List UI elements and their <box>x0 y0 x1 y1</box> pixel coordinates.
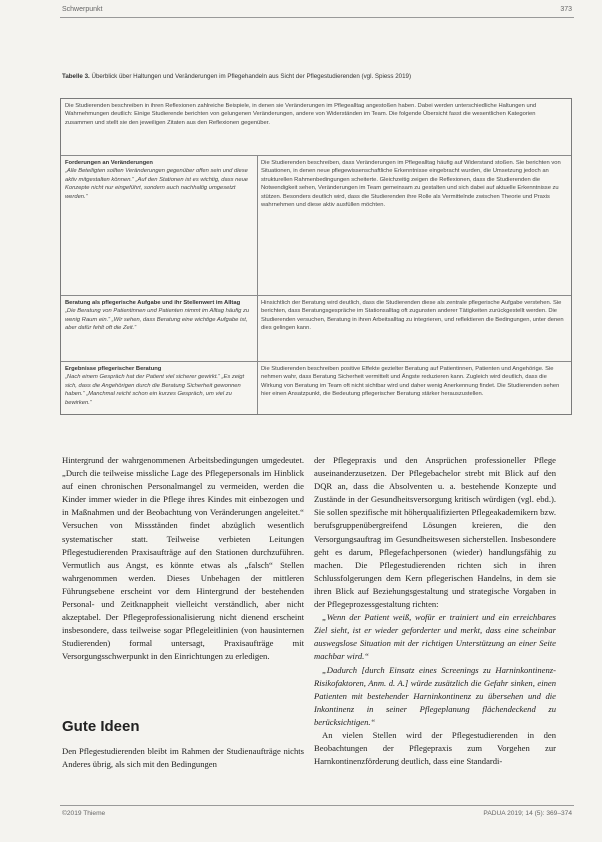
table-caption-text: Überblick über Haltungen und Veränderungen im Pflegehandeln aus Sicht der Pflegestudierenden (vgl. Spiess 2019) <box>91 73 412 80</box>
body-paragraph: An vielen Stellen wird der Pflegestudierenden in den Beobachtungen der Pflegepraxis zum Vorgehen zur Harnkontinenzförderung deutlich, dass eine Standardi- <box>314 729 556 767</box>
column-divider <box>257 296 258 362</box>
row-quote: „Alle Beteiligten sollten Veränderungen gegenüber offen sein und diese aktiv mitgestalten können.“ „Auf den Stationen ist es wichtig, dass neue Konzepte nicht nur eingeführt, sondern auch nachhaltig umgesetzt werden.“ <box>65 168 249 200</box>
column-divider <box>257 362 258 414</box>
table-cell-category <box>65 159 255 293</box>
header-rule <box>60 17 574 18</box>
body-column-right <box>314 454 556 768</box>
block-quote: „Dadurch [durch Einsatz eines Screenings zu Harninkontinenz-Risikofaktoren, Anm. d. A.] würde zusätzlich die Gefahr sinken, einen Patienten mit bestehender Harninkontinenz zu übersehen und die Inkontinenz in seiner Pflegeplanung flächendeckend zu berücksichtigen.“ <box>314 664 556 727</box>
row-quote: „Nach einem Gespräch hat der Patient viel sicherer gewirkt.“ „Es zeigt sich, dass die Angehörigen durch die Beratung Sicherheit gewonnen haben.“ „Manchmal reicht schon ein kurzes Gespräch, um viel zu bewirken.“ <box>65 374 245 406</box>
body-paragraph: Hintergrund der wahrgenommenen Arbeitsbedingungen umgedeutet. „Durch die teilweise missliche Lage des Pflegepersonals im Hinblick auf einen chronischen Personalmangel zu vermeiden, werden die Kinder immer wieder in die Pflege ihres Kindes mit einbezogen und in Maßnahmen und der Beobachtung von Veränderungen angeleitet.“ Versuchen von Missständen findet abzüglich wesentlich systematischer statt. Teilweise verbieten Leitungen Pflegestudierenden Praxisaufträge auf den Stationen durchzuführen. Vermutlich aus Angst, es könnte etwas als „falsch“ Stellen wahrgenommen werden. Dieses Unbehagen der mittleren Führungsebene erscheint vor dem Hintergrund der bestehenden Personal- und Zeitknappheit vielleicht verständlich, aber nicht akzeptabel. Der Pflegeprofessionalisierung nicht dienend erscheint insbesondere, dass teilweise sogar Pflegeleitlinien (von hausinternen Studierenden) formal untersagt, Praxisaufträge mit Versorgungsschwerpunkt in den Einrichtungen zu erledigen. <box>62 455 304 662</box>
row-title: Ergebnisse pflegerischer Beratung <box>65 366 162 372</box>
running-header-section: Schwerpunkt <box>62 6 103 13</box>
table-cell-category <box>65 365 255 413</box>
row-title: Forderungen an Veränderungen <box>65 160 153 166</box>
table-caption <box>62 72 568 81</box>
footer-rule <box>60 805 574 806</box>
row-title: Beratung als pflegerische Aufgabe und ihr Stellenwert im Alltag <box>65 300 241 306</box>
block-quote: „Wenn der Patient weiß, wofür er trainiert und ein erreichbares Ziel sieht, ist er wieder geforderter und merkt, dass eine scheinbar auswegslose Situation mit der richtigen Unterstützung an einer Seite machbar wird.“ <box>314 612 556 662</box>
column-divider <box>257 156 258 296</box>
table-caption-label: Tabelle 3. <box>62 73 90 80</box>
body-column-left <box>62 454 304 664</box>
table-row <box>61 295 571 362</box>
row-description: Die Studierenden beschreiben positive Effekte gezielter Beratung auf Patientinnen, Patienten und Angehörige. Sie nehmen wahr, dass Beratung Sicherheit vermittelt und Ängste reduzieren kann. Zugleich wird deutlich, dass die Wirkung von Beratung im Team oft nicht sichtbar wird und daher wenig Anerkennung findet. Die Studierenden sehen hier einen Ansatzpunkt, die Bedeutung pflegerischer Beratung stärker herauszustellen. <box>261 366 560 398</box>
table-row <box>61 155 571 296</box>
body-paragraph: der Pflegepraxis und den Ansprüchen professioneller Pflege auseinanderzusetzen. Der Pflegebachelor strebt mit Blick auf den DQR an, dass die Absolventen u. a. bestehende Konzepte und Zustände in der Gesundheitsversorgung kritisch würdigen (vgl. ebd.). Sie sollen spezifische mit höherqualifizierten Pflegeakademikern bzw. berufsgruppenübergreifend Lösungen kreieren, die den Versorgungsauftrag im Gesundheitswesen sicherstellen. Insbesondere geht es darum, Pflegefachpersonen (wieder) handlungsfähig zu machen. Die Pflegestudierenden richten sich in ihren Schlussfolgerungen dem Kern pflegerischen Handelns, in dem sie ihren Blick auf Beziehungsgestaltung und strategische Vorgaben in der Pflegeprozessgestaltung richten: <box>314 455 556 610</box>
section-heading: Gute Ideen <box>62 718 140 735</box>
results-table <box>60 98 572 415</box>
body-paragraph: Den Pflegestudierenden bleibt im Rahmen der Studienaufträge nichts Anderes übrig, als sich mit den Bedingungen <box>62 746 304 770</box>
row-description: Hinsichtlich der Beratung wird deutlich, dass die Studierenden diese als zentrale pflegerische Aufgabe verstehen. Sie berichten, dass Beratungsgespräche im Stationsalltag oft zugunsten anderer Tätigkeiten zurückgestellt werden. Die Studierenden versuchen, Beratung in ihren Arbeitsalltag zu integrieren, und reflektieren die Bedingungen, unter denen dies gelingen kann. <box>261 300 564 332</box>
page-number: 373 <box>560 6 572 13</box>
table-cell-category <box>65 299 255 359</box>
table-row <box>61 361 571 414</box>
footer-copyright: ©2019 Thieme <box>62 810 106 817</box>
row-description: Die Studierenden beschreiben, dass Veränderungen im Pflegealltag häufig auf Widerstand stoßen. Sie berichten von Situationen, in denen neue pflegewissenschaftliche Erkenntnisse eingebracht wurden, die Umsetzung jedoch an strukturellen Rahmenbedingungen scheiterte. Gleichzeitig zeigen die Reflexionen, dass die Studierenden die Notwendigkeit sehen, Veränderungen im Team gemeinsam zu gestalten und sich dabei auf aktuelle Erkenntnisse zu stützen. Besonders deutlich wird, dass die Studierenden ihre Rolle als Vermittelnde zwischen Theorie und Praxis wahrnehmen und diese aktiv ausfüllen möchten. <box>261 160 561 209</box>
table-intro: Die Studierenden beschreiben in ihren Reflexionen zahlreiche Beispiele, in denen sie Veränderungen im Pflegealltag angestoßen haben. Dabei werden unterschiedliche Haltungen und Wahrnehmungen deutlich: Einige Studierende berichten von gelungenen Veränderungen, andere von Widerständen im Team. Die folgende Übersicht fasst die wesentlichen Kategorien zusammen und stellt sie den jeweiligen Zitaten aus den Reflexionen gegenüber. <box>65 103 537 126</box>
footer-citation: PADUA 2019; 14 (5): 369–374 <box>483 810 572 817</box>
row-quote: „Die Beratung von Patientinnen und Patienten nimmt im Alltag häufig zu wenig Raum ein.“ „Wir sehen, dass Beratung eine wichtige Aufgabe ist, aber dafür fehlt oft die Zeit.“ <box>65 308 250 332</box>
